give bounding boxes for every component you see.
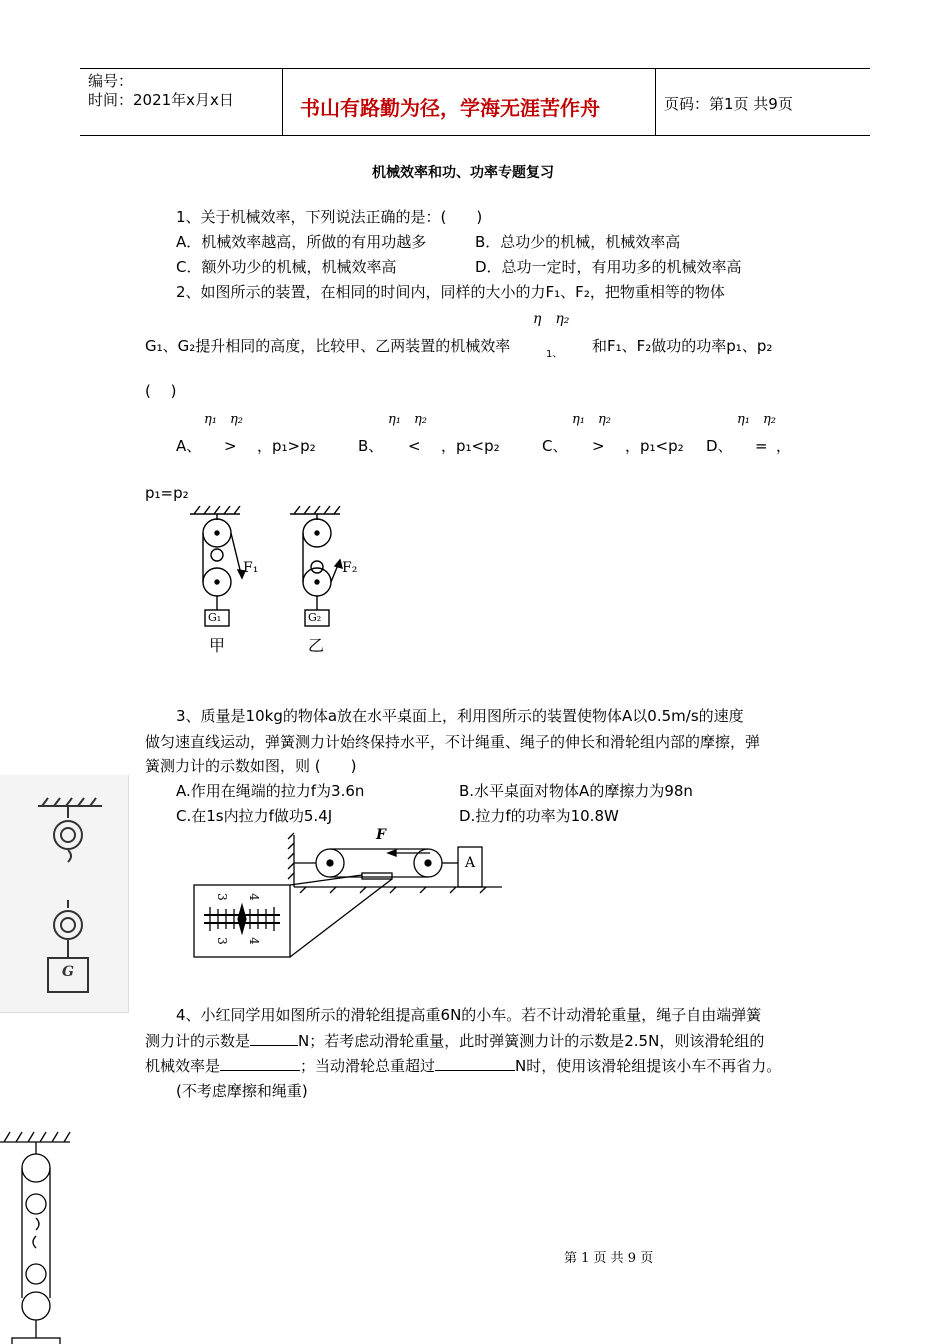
scale-label-4-top: 4 [246,893,261,901]
q3-line3: 簧测力计的示数如图，则 ( ) [145,757,357,775]
q3-option-b: B.水平桌面对物体A的摩擦力为98n [459,782,693,800]
q4-blank-1[interactable] [250,1029,298,1046]
q2-line2a: G₁、G₂提升相同的高度，比较甲、乙两装置的机械效率 [145,337,511,355]
q4-line3b: ；当动滑轮总重超过 [300,1057,436,1075]
q1-option-b: B．总功少的机械，机械效率高 [475,233,681,251]
q4-line2a: 测力计的示数是 [145,1032,251,1050]
label-g2: G₂ [308,611,322,624]
q4-blank-3[interactable] [435,1054,515,1071]
label-yi: 乙 [308,636,325,655]
q2-opt-a-label: A、 [176,437,202,455]
q1-option-d: D．总功一定时，有用功多的机械效率高 [475,258,742,276]
q2-opt-b-sym: < [408,437,421,455]
label-g1: G₁ [208,611,222,624]
label-f2: F₂ [342,560,358,576]
q2-opt-c-p: ，p₁<p₂ [625,437,684,455]
q2-opt-c-sym: > [592,437,605,455]
q2-eta-d: η₁ η₂ [737,412,777,427]
q2-eta-a: η₁ η₂ [204,412,244,427]
q3-option-c: C.在1s内拉力f做功5.4J [176,807,333,825]
q2-opt-c-label: C、 [542,437,568,455]
q2-opt-d-sym: = [755,437,768,455]
side-label-g: G [62,964,74,980]
q4-line3a: 机械效率是 [145,1057,221,1075]
page-footer: 第 1 页 共 9 页 [564,1251,654,1266]
horizontal-pulley-figure-q3 [190,825,520,960]
bottom-pulley-figure [0,1128,80,1344]
q2-opt-d-p: ， [776,437,792,455]
serial-label: 编号： [88,72,134,90]
header-top-rule [80,68,870,69]
header-divider-right [655,68,656,136]
label-f1: F₁ [243,560,259,576]
q1-stem: 1、关于机械效率，下列说法正确的是：( ) [176,208,483,226]
q1-option-a: A．机械效率越高，所做的有用功越多 [176,233,427,251]
q4-line3 [145,1054,781,1077]
q4-line1: 4、小红同学用如图所示的滑轮组提高重6N的小车。若不计动滑轮重量，绳子自由端弹簧 [176,1006,762,1024]
q2-paren: ( ) [145,382,177,400]
scale-label-4-bottom: 4 [246,937,261,945]
q2-opt-d-label: D、 [706,437,733,455]
q4-line3c: N时，使用该滑轮组提该小车不再省力。 [515,1057,782,1075]
q3-option-a: A.作用在绳端的拉力f为3.6n [176,782,365,800]
q2-opt-b-p: ，p₁<p₂ [441,437,500,455]
scale-label-3-bottom: 3 [214,937,229,945]
q4-blank-2[interactable] [220,1054,300,1071]
q3-line2: 做匀速直线运动，弹簧测力计始终保持水平，不计绳重、绳子的伸长和滑轮组内部的摩擦，弹 [145,733,761,751]
q2-opt-a-p: ，p₁>p₂ [257,437,316,455]
q2-opt-a-sym: > [224,437,237,455]
header-bottom-rule [80,135,870,136]
header-divider-left [282,68,283,136]
q2-last: p₁=p₂ [145,484,189,502]
q4-note: (不考虑摩擦和绳重) [176,1082,308,1100]
page-info: 页码：第1页 共9页 [664,95,793,113]
q2-eta-c: η₁ η₂ [572,412,612,427]
q4-line2 [145,1029,764,1052]
q4-line2b: N；若考虑动滑轮重量，此时弹簧测力计的示数是2.5N，则该滑轮组的 [298,1032,765,1050]
q2-line2c: 和F₁、F₂做功的功率p₁、p₂ [592,337,773,355]
q2-opt-b-label: B、 [358,437,384,455]
document-title: 机械效率和功、功率专题复习 [372,165,554,181]
q3-option-d: D.拉力f的功率为10.8W [459,807,619,825]
q2-eta-b: η₁ η₂ [388,412,428,427]
q2-eta-pair: η η₂ [533,311,570,327]
q2-line2b: 1、 [546,349,563,360]
q2-line1: 2、如图所示的装置，在相同的时间内，同样的大小的力F₁、F₂，把物重相等的物体 [176,283,725,301]
time-label: 时间：2021年x月x日 [88,91,234,109]
label-jia: 甲 [209,636,226,655]
q1-option-c: C．额外功少的机械，机械效率高 [176,258,397,276]
q3-fig-label-f: F [376,827,386,843]
q3-line1: 3、质量是10kg的物体a放在水平桌面上，利用图所示的装置使物体A以0.5m/s的速度 [176,707,744,725]
scale-label-3-top: 3 [214,893,229,901]
motto: 书山有路勤为径，学海无涯苦作舟 [300,96,600,120]
q3-fig-label-a: A [465,855,476,871]
